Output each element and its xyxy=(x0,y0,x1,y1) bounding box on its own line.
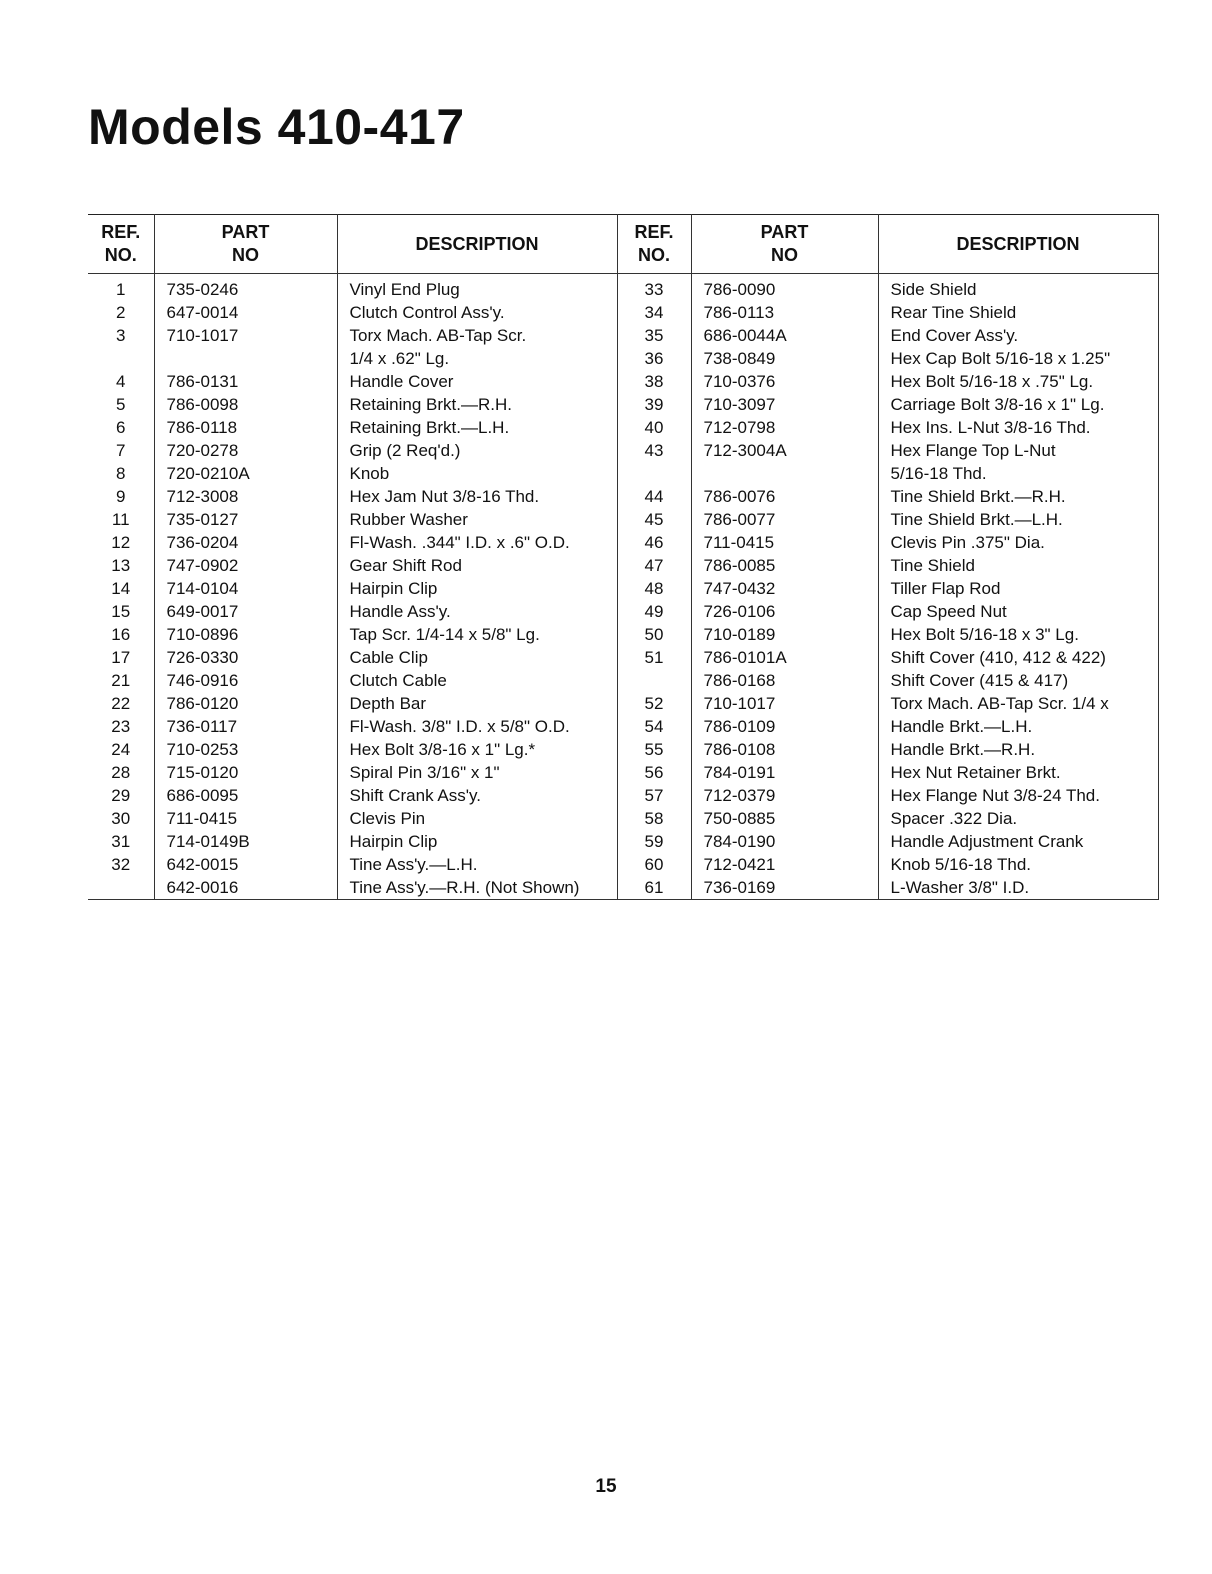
part-no-cell: 710-0253 xyxy=(166,740,239,759)
table-row xyxy=(88,370,1158,393)
ref-no-cell: 48 xyxy=(617,577,691,600)
part-no-cell: 710-1017 xyxy=(703,694,776,713)
part-no-cell: 711-0415 xyxy=(166,809,238,828)
ref-no-cell: 4 xyxy=(88,370,154,393)
description-cell: Vinyl End Plug xyxy=(337,274,617,302)
description-cell: Cable Clip xyxy=(337,646,617,669)
description-cell: Handle Cover xyxy=(337,370,617,393)
ref-no-cell: 13 xyxy=(88,554,154,577)
ref-no-cell: 55 xyxy=(617,738,691,761)
ref-no-cell: 35 xyxy=(617,324,691,347)
ref-no-cell: 11 xyxy=(88,508,154,531)
ref-no-cell: 15 xyxy=(88,600,154,623)
part-gap-cell xyxy=(284,577,337,600)
part-no-cell: 710-0189 xyxy=(703,625,776,644)
part-gap-cell xyxy=(284,508,337,531)
ref-no-cell: 6 xyxy=(88,416,154,439)
description-cell: Torx Mach. AB-Tap Scr. xyxy=(337,324,617,347)
part-no-cell: 786-0118 xyxy=(166,418,238,437)
header-description-left: DESCRIPTION xyxy=(337,215,617,274)
part-gap-cell xyxy=(284,853,337,876)
ref-no-cell: 45 xyxy=(617,508,691,531)
part-gap-cell xyxy=(284,669,337,692)
description-cell: 5/16-18 Thd. xyxy=(878,462,1158,485)
part-gap-cell xyxy=(284,393,337,416)
description-cell: End Cover Ass'y. xyxy=(878,324,1158,347)
description-cell: Gear Shift Rod xyxy=(337,554,617,577)
description-cell: Fl-Wash. 3/8" I.D. x 5/8" O.D. xyxy=(337,715,617,738)
table-row xyxy=(88,853,1158,876)
description-cell: Knob 5/16-18 Thd. xyxy=(878,853,1158,876)
description-cell: Hex Bolt 5/16-18 x .75" Lg. xyxy=(878,370,1158,393)
ref-no-cell: 8 xyxy=(88,462,154,485)
description-cell: Tine Shield Brkt.—L.H. xyxy=(878,508,1158,531)
page-number: 15 xyxy=(595,1476,617,1497)
description-cell: Handle Adjustment Crank xyxy=(878,830,1158,853)
part-gap-cell xyxy=(823,370,878,393)
part-gap-cell xyxy=(823,807,878,830)
description-cell: Clutch Cable xyxy=(337,669,617,692)
ref-no-cell: 29 xyxy=(88,784,154,807)
table-row xyxy=(88,439,1158,462)
header-part-no-right xyxy=(691,215,878,274)
description-cell: Knob xyxy=(337,462,617,485)
table-header-row xyxy=(88,215,1158,274)
part-no-cell: 686-0044A xyxy=(703,326,787,345)
description-cell: Tine Ass'y.—L.H. xyxy=(337,853,617,876)
description-cell: Clevis Pin xyxy=(337,807,617,830)
part-no-cell: 735-0246 xyxy=(166,280,239,299)
description-cell: Hex Bolt 5/16-18 x 3" Lg. xyxy=(878,623,1158,646)
table-row xyxy=(88,692,1158,715)
parts-table xyxy=(88,214,1159,900)
part-gap-cell xyxy=(823,738,878,761)
part-gap-cell xyxy=(284,274,337,302)
part-gap-cell xyxy=(823,669,878,692)
table-row xyxy=(88,784,1158,807)
table-row xyxy=(88,485,1158,508)
part-gap-cell xyxy=(284,531,337,554)
header-description-right: DESCRIPTION xyxy=(878,215,1158,274)
part-gap-cell xyxy=(823,347,878,370)
description-cell: Retaining Brkt.—L.H. xyxy=(337,416,617,439)
part-gap-cell xyxy=(284,600,337,623)
table-row xyxy=(88,531,1158,554)
part-no-cell: 712-0421 xyxy=(703,855,776,874)
part-gap-cell xyxy=(284,439,337,462)
part-gap-cell xyxy=(284,462,337,485)
part-no-cell: 786-0085 xyxy=(703,556,776,575)
part-no-cell: 784-0190 xyxy=(703,832,776,851)
part-gap-cell xyxy=(284,830,337,853)
ref-no-cell: 54 xyxy=(617,715,691,738)
part-gap-cell xyxy=(823,692,878,715)
part-no-cell: 711-0415 xyxy=(703,533,775,552)
ref-no-cell: 3 xyxy=(88,324,154,347)
description-cell: Tap Scr. 1/4-14 x 5/8" Lg. xyxy=(337,623,617,646)
part-gap-cell xyxy=(284,370,337,393)
table-row xyxy=(88,715,1158,738)
description-cell: Spiral Pin 3/16" x 1" xyxy=(337,761,617,784)
part-no-cell: 786-0120 xyxy=(166,694,239,713)
part-no-cell: 712-3008 xyxy=(166,487,239,506)
part-gap-cell xyxy=(823,301,878,324)
part-gap-cell xyxy=(284,347,337,370)
part-no-cell: 726-0106 xyxy=(703,602,776,621)
table-row xyxy=(88,347,1158,370)
ref-no-cell: 57 xyxy=(617,784,691,807)
ref-no-cell: 46 xyxy=(617,531,691,554)
part-gap-cell xyxy=(284,416,337,439)
description-cell: Tine Shield xyxy=(878,554,1158,577)
part-gap-cell xyxy=(823,324,878,347)
description-cell: Hex Cap Bolt 5/16-18 x 1.25" xyxy=(878,347,1158,370)
ref-no-cell: 43 xyxy=(617,439,691,462)
part-no-cell: 786-0131 xyxy=(166,372,239,391)
part-no-cell: 712-3004A xyxy=(703,441,787,460)
description-cell: Torx Mach. AB-Tap Scr. 1/4 x xyxy=(878,692,1158,715)
part-no-cell: 714-0104 xyxy=(166,579,239,598)
part-no-cell xyxy=(691,462,823,485)
part-gap-cell xyxy=(284,761,337,784)
part-no-cell: 649-0017 xyxy=(166,602,239,621)
part-gap-cell xyxy=(284,807,337,830)
ref-no-cell: 17 xyxy=(88,646,154,669)
table-row xyxy=(88,554,1158,577)
ref-no-cell: 60 xyxy=(617,853,691,876)
description-cell: Depth Bar xyxy=(337,692,617,715)
part-gap-cell xyxy=(823,853,878,876)
ref-no-cell: 44 xyxy=(617,485,691,508)
part-no-cell: 786-0113 xyxy=(703,303,775,322)
part-no-cell: 735-0127 xyxy=(166,510,239,529)
part-no-cell: 736-0169 xyxy=(691,876,823,900)
part-no-cell: 710-3097 xyxy=(703,395,776,414)
description-cell: Grip (2 Req'd.) xyxy=(337,439,617,462)
description-cell: Retaining Brkt.—R.H. xyxy=(337,393,617,416)
part-gap-cell xyxy=(823,416,878,439)
description-cell: Hairpin Clip xyxy=(337,830,617,853)
description-cell: Hex Flange Nut 3/8-24 Thd. xyxy=(878,784,1158,807)
part-gap-cell xyxy=(823,274,878,302)
ref-no-cell: 12 xyxy=(88,531,154,554)
part-no-cell: 747-0902 xyxy=(166,556,239,575)
header-ref-no-left xyxy=(88,215,154,274)
ref-no-cell: 33 xyxy=(617,274,691,302)
part-gap-cell xyxy=(823,554,878,577)
part-no-cell: 786-0077 xyxy=(703,510,776,529)
description-cell: Handle Ass'y. xyxy=(337,600,617,623)
description-cell: Carriage Bolt 3/8-16 x 1" Lg. xyxy=(878,393,1158,416)
part-gap-cell xyxy=(284,301,337,324)
part-gap-cell xyxy=(823,508,878,531)
part-gap-cell xyxy=(823,784,878,807)
part-no-cell: 710-1017 xyxy=(166,326,239,345)
table-row xyxy=(88,669,1158,692)
table-row xyxy=(88,577,1158,600)
part-no-cell: 726-0330 xyxy=(166,648,239,667)
description-cell: Tiller Flap Rod xyxy=(878,577,1158,600)
part-gap-cell xyxy=(284,876,337,900)
part-gap-cell xyxy=(823,393,878,416)
part-no-cell: 647-0014 xyxy=(166,303,239,322)
ref-no-cell: 50 xyxy=(617,623,691,646)
part-no-cell: 786-0098 xyxy=(166,395,239,414)
part-gap-cell xyxy=(823,623,878,646)
part-gap-cell xyxy=(823,646,878,669)
description-cell: Side Shield xyxy=(878,274,1158,302)
part-no-cell: 747-0432 xyxy=(703,579,776,598)
description-cell: Tine Ass'y.—R.H. (Not Shown) xyxy=(337,876,617,900)
part-no-cell: 720-0278 xyxy=(166,441,239,460)
description-cell: Rubber Washer xyxy=(337,508,617,531)
part-gap-cell xyxy=(284,784,337,807)
header-part-no-text: PART NO xyxy=(221,222,270,265)
ref-no-cell: 39 xyxy=(617,393,691,416)
part-no-cell: 736-0204 xyxy=(166,533,239,552)
ref-no-cell: 22 xyxy=(88,692,154,715)
ref-no-cell: 36 xyxy=(617,347,691,370)
part-no-cell: 720-0210A xyxy=(166,464,250,483)
ref-no-cell: 59 xyxy=(617,830,691,853)
part-gap-cell xyxy=(823,577,878,600)
description-cell: 1/4 x .62" Lg. xyxy=(337,347,617,370)
table-row xyxy=(88,600,1158,623)
part-gap-cell xyxy=(823,462,878,485)
description-cell: Hex Ins. L-Nut 3/8-16 Thd. xyxy=(878,416,1158,439)
description-cell: Hex Jam Nut 3/8-16 Thd. xyxy=(337,485,617,508)
ref-no-cell: 2 xyxy=(88,301,154,324)
part-gap-cell xyxy=(284,485,337,508)
description-cell: Shift Cover (415 & 417) xyxy=(878,669,1158,692)
ref-no-cell: 47 xyxy=(617,554,691,577)
part-no-cell: 786-0101A xyxy=(703,648,787,667)
part-gap-cell xyxy=(284,692,337,715)
table-row xyxy=(88,416,1158,439)
part-gap-cell xyxy=(284,715,337,738)
part-no-cell: 715-0120 xyxy=(166,763,239,782)
table-row xyxy=(88,393,1158,416)
table-row xyxy=(88,807,1158,830)
ref-no-cell: 7 xyxy=(88,439,154,462)
part-gap-cell xyxy=(823,830,878,853)
part-gap-cell xyxy=(284,623,337,646)
part-no-cell: 786-0168 xyxy=(703,671,776,690)
description-cell: Hex Nut Retainer Brkt. xyxy=(878,761,1158,784)
part-gap-cell xyxy=(823,439,878,462)
description-cell: Hairpin Clip xyxy=(337,577,617,600)
table-row xyxy=(88,274,1158,302)
description-cell: Handle Brkt.—L.H. xyxy=(878,715,1158,738)
ref-no-cell: 28 xyxy=(88,761,154,784)
part-no-cell: 738-0849 xyxy=(703,349,776,368)
table-row xyxy=(88,761,1158,784)
part-gap-cell xyxy=(284,646,337,669)
ref-no-cell: 1 xyxy=(88,274,154,302)
part-gap-cell xyxy=(823,485,878,508)
description-cell: Clutch Control Ass'y. xyxy=(337,301,617,324)
header-ref-no-text: REF. NO. xyxy=(101,222,141,265)
part-no-cell: 712-0798 xyxy=(703,418,776,437)
table-row xyxy=(88,738,1158,761)
part-no-cell: 750-0885 xyxy=(703,809,776,828)
ref-no-cell: 31 xyxy=(88,830,154,853)
ref-no-cell: 5 xyxy=(88,393,154,416)
description-cell: Hex Flange Top L-Nut xyxy=(878,439,1158,462)
table-row xyxy=(88,462,1158,485)
part-no-cell: 786-0108 xyxy=(703,740,776,759)
ref-no-cell xyxy=(88,876,154,900)
ref-no-cell xyxy=(617,462,691,485)
description-cell: Hex Bolt 3/8-16 x 1" Lg.* xyxy=(337,738,617,761)
ref-no-cell: 51 xyxy=(617,646,691,669)
ref-no-cell: 52 xyxy=(617,692,691,715)
description-cell: Spacer .322 Dia. xyxy=(878,807,1158,830)
ref-no-cell: 32 xyxy=(88,853,154,876)
ref-no-cell: 56 xyxy=(617,761,691,784)
part-no-cell: 786-0109 xyxy=(703,717,776,736)
ref-no-cell: 61 xyxy=(617,876,691,900)
description-cell: Cap Speed Nut xyxy=(878,600,1158,623)
description-cell: Shift Cover (410, 412 & 422) xyxy=(878,646,1158,669)
ref-no-cell: 23 xyxy=(88,715,154,738)
ref-no-cell: 58 xyxy=(617,807,691,830)
ref-no-cell: 9 xyxy=(88,485,154,508)
part-no-cell: 710-0376 xyxy=(703,372,776,391)
ref-no-cell: 16 xyxy=(88,623,154,646)
ref-no-cell: 21 xyxy=(88,669,154,692)
parts-table-body xyxy=(88,274,1158,900)
ref-no-cell: 49 xyxy=(617,600,691,623)
description-cell: Tine Shield Brkt.—R.H. xyxy=(878,485,1158,508)
part-no-cell xyxy=(154,347,284,370)
table-row xyxy=(88,623,1158,646)
description-cell: Fl-Wash. .344" I.D. x .6" O.D. xyxy=(337,531,617,554)
part-no-cell: 736-0117 xyxy=(166,717,238,736)
part-no-cell: 642-0015 xyxy=(166,855,239,874)
part-gap-cell xyxy=(823,531,878,554)
part-gap-cell xyxy=(823,761,878,784)
header-ref-no-right xyxy=(617,215,691,274)
part-no-cell: 786-0076 xyxy=(703,487,776,506)
part-gap-cell xyxy=(823,876,878,900)
table-row xyxy=(88,324,1158,347)
part-gap-cell xyxy=(823,715,878,738)
ref-no-cell xyxy=(88,347,154,370)
table-row xyxy=(88,508,1158,531)
ref-no-cell: 14 xyxy=(88,577,154,600)
description-cell: Handle Brkt.—R.H. xyxy=(878,738,1158,761)
table-row xyxy=(88,301,1158,324)
description-cell: L-Washer 3/8" I.D. xyxy=(878,876,1158,900)
description-cell: Shift Crank Ass'y. xyxy=(337,784,617,807)
part-no-cell: 642-0016 xyxy=(154,876,284,900)
page-title: Models 410-417 xyxy=(88,99,465,155)
part-no-cell: 746-0916 xyxy=(166,671,239,690)
part-no-cell: 710-0896 xyxy=(166,625,239,644)
part-gap-cell xyxy=(823,600,878,623)
table-row xyxy=(88,876,1158,900)
table-row xyxy=(88,646,1158,669)
ref-no-cell: 40 xyxy=(617,416,691,439)
table-row xyxy=(88,830,1158,853)
header-part-no-left xyxy=(154,215,337,274)
part-no-cell: 784-0191 xyxy=(703,763,776,782)
part-gap-cell xyxy=(284,738,337,761)
part-no-cell: 786-0090 xyxy=(703,280,776,299)
ref-no-cell: 30 xyxy=(88,807,154,830)
part-no-cell: 714-0149B xyxy=(166,832,250,851)
ref-no-cell: 38 xyxy=(617,370,691,393)
header-part-no-text: PART NO xyxy=(760,222,809,265)
ref-no-cell xyxy=(617,669,691,692)
description-cell: Clevis Pin .375" Dia. xyxy=(878,531,1158,554)
description-cell: Rear Tine Shield xyxy=(878,301,1158,324)
ref-no-cell: 34 xyxy=(617,301,691,324)
part-no-cell: 686-0095 xyxy=(166,786,239,805)
part-no-cell: 712-0379 xyxy=(703,786,776,805)
header-ref-no-text: REF. NO. xyxy=(634,222,674,265)
ref-no-cell: 24 xyxy=(88,738,154,761)
part-gap-cell xyxy=(284,324,337,347)
part-gap-cell xyxy=(284,554,337,577)
